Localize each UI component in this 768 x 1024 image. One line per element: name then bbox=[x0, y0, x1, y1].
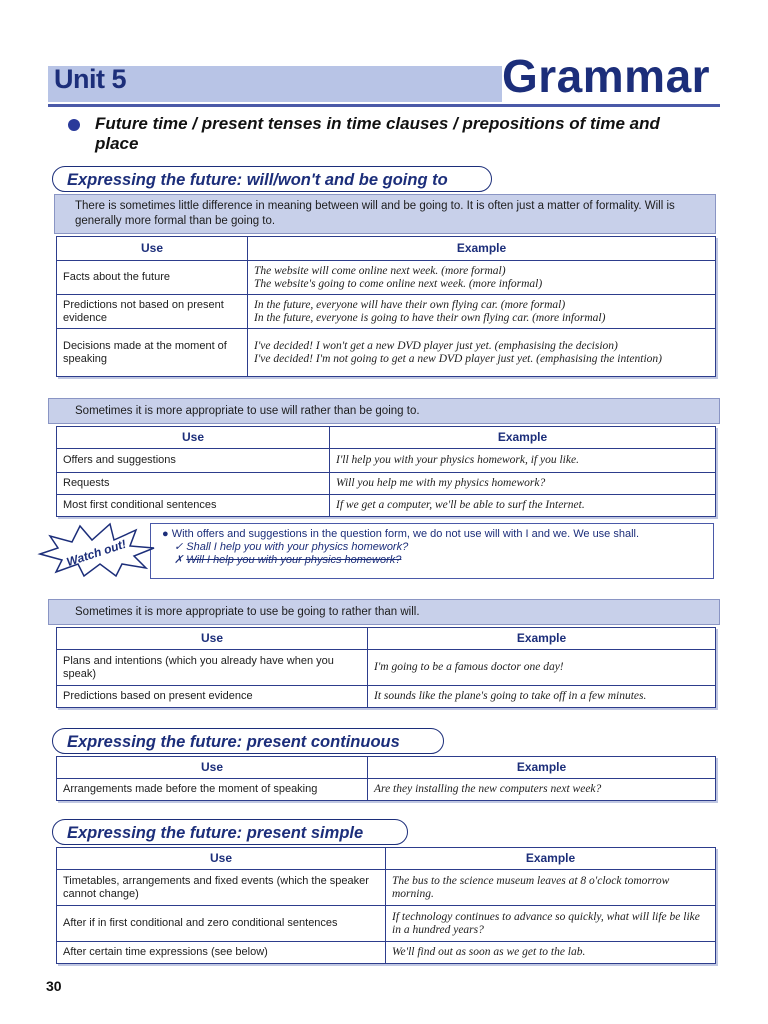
example-cell: The bus to the science museum leaves at 8 o'clock tomorrow morning. bbox=[386, 870, 716, 906]
note-will-rather-than: Sometimes it is more appropriate to use will rather than be going to. bbox=[48, 398, 720, 424]
table-row bbox=[57, 779, 716, 801]
example-cell: Are they installing the new computers next week? bbox=[368, 779, 716, 801]
example-cell: If technology continues to advance so quickly, what will life be like in a hundred years? bbox=[386, 906, 716, 942]
column-header-example: Example bbox=[386, 848, 716, 870]
table-row bbox=[57, 906, 716, 942]
use-cell: Predictions not based on present evidence bbox=[57, 295, 248, 329]
table-row bbox=[57, 870, 716, 906]
watch-out-correct: ✓ Shall I help you with your physics homework? bbox=[174, 541, 409, 553]
watch-out-starburst-icon bbox=[36, 520, 156, 578]
example-cell: The website will come online next week. (more formal) The website's going to come online next week. (more informal) bbox=[248, 261, 716, 295]
section-title-present-simple: Expressing the future: present simple bbox=[52, 819, 408, 845]
watch-out-incorrect bbox=[162, 554, 639, 567]
watch-out-text bbox=[162, 528, 639, 567]
column-header-use: Use bbox=[57, 237, 248, 261]
use-cell: Plans and intentions (which you already have when you speak) bbox=[57, 650, 368, 686]
table-row bbox=[57, 650, 716, 686]
example-cell: I've decided! I won't get a new DVD player just yet. (emphasising the decision) I've decided! I'm not going to get a new DVD player just yet. (emphasising the intention) bbox=[248, 329, 716, 377]
page-number: 30 bbox=[46, 978, 62, 994]
column-header-use: Use bbox=[57, 757, 368, 779]
column-header-example: Example bbox=[248, 237, 716, 261]
table-will bbox=[56, 426, 716, 517]
use-cell: Timetables, arrangements and fixed events (which the speaker cannot change) bbox=[57, 870, 386, 906]
example-cell: It sounds like the plane's going to take off in a few minutes. bbox=[368, 686, 716, 708]
use-cell: After certain time expressions (see below) bbox=[57, 942, 386, 964]
table-will-going-to bbox=[56, 236, 716, 377]
table-row bbox=[57, 473, 716, 495]
page-title bbox=[502, 48, 722, 104]
column-header-example: Example bbox=[368, 757, 716, 779]
note-will-vs-going-to: There is sometimes little difference in meaning between will and be going to. It is often just a matter of formality. Will is generally more formal than be going to. bbox=[54, 194, 716, 234]
example-cell: In the future, everyone will have their own flying car. (more formal) In the future, everyone is going to have their own flying car. (more informal) bbox=[248, 295, 716, 329]
table-going-to bbox=[56, 627, 716, 708]
table-row bbox=[57, 295, 716, 329]
use-cell: Facts about the future bbox=[57, 261, 248, 295]
example-cell: If we get a computer, we'll be able to surf the Internet. bbox=[330, 495, 716, 517]
column-header-use: Use bbox=[57, 427, 330, 449]
watch-out-rule: ● With offers and suggestions in the question form, we do not use will with I and we. We use shall. bbox=[162, 528, 640, 540]
table-row bbox=[57, 329, 716, 377]
watch-out-label: Watch out! bbox=[64, 536, 128, 570]
use-cell: Decisions made at the moment of speaking bbox=[57, 329, 248, 377]
example-cell: I'll help you with your physics homework, if you like. bbox=[330, 449, 716, 473]
example-cell: Will you help me with my physics homework? bbox=[330, 473, 716, 495]
page-title-text: Grammar bbox=[502, 50, 711, 102]
topic-bullet-icon bbox=[68, 119, 80, 131]
table-row bbox=[57, 495, 716, 517]
example-cell: I'm going to be a famous doctor one day! bbox=[368, 650, 716, 686]
use-cell: Predictions based on present evidence bbox=[57, 686, 368, 708]
use-cell: Most first conditional sentences bbox=[57, 495, 330, 517]
section-title-will-going-to: Expressing the future: will/won't and be going to bbox=[52, 166, 492, 192]
use-cell: Arrangements made before the moment of speaking bbox=[57, 779, 368, 801]
use-cell: Offers and suggestions bbox=[57, 449, 330, 473]
column-header-use: Use bbox=[57, 848, 386, 870]
table-row bbox=[57, 261, 716, 295]
unit-label: Unit 5 bbox=[54, 64, 127, 94]
use-cell: After if in first conditional and zero conditional sentences bbox=[57, 906, 386, 942]
cross-icon: ✗ bbox=[174, 554, 184, 566]
header-rule bbox=[48, 104, 720, 107]
table-present-continuous bbox=[56, 756, 716, 801]
note-going-to-rather-than: Sometimes it is more appropriate to use be going to rather than will. bbox=[48, 599, 720, 625]
column-header-example: Example bbox=[368, 628, 716, 650]
section-title-present-continuous: Expressing the future: present continuous bbox=[52, 728, 444, 754]
table-row bbox=[57, 942, 716, 964]
use-cell: Requests bbox=[57, 473, 330, 495]
watch-out-incorrect-text: Will I help you with your physics homework? bbox=[186, 554, 402, 566]
topic-heading: Future time / present tenses in time clauses / prepositions of time and place bbox=[95, 114, 660, 153]
column-header-example: Example bbox=[330, 427, 716, 449]
table-present-simple bbox=[56, 847, 716, 964]
example-cell: We'll find out as soon as we get to the lab. bbox=[386, 942, 716, 964]
column-header-use: Use bbox=[57, 628, 368, 650]
table-row bbox=[57, 686, 716, 708]
table-row bbox=[57, 449, 716, 473]
